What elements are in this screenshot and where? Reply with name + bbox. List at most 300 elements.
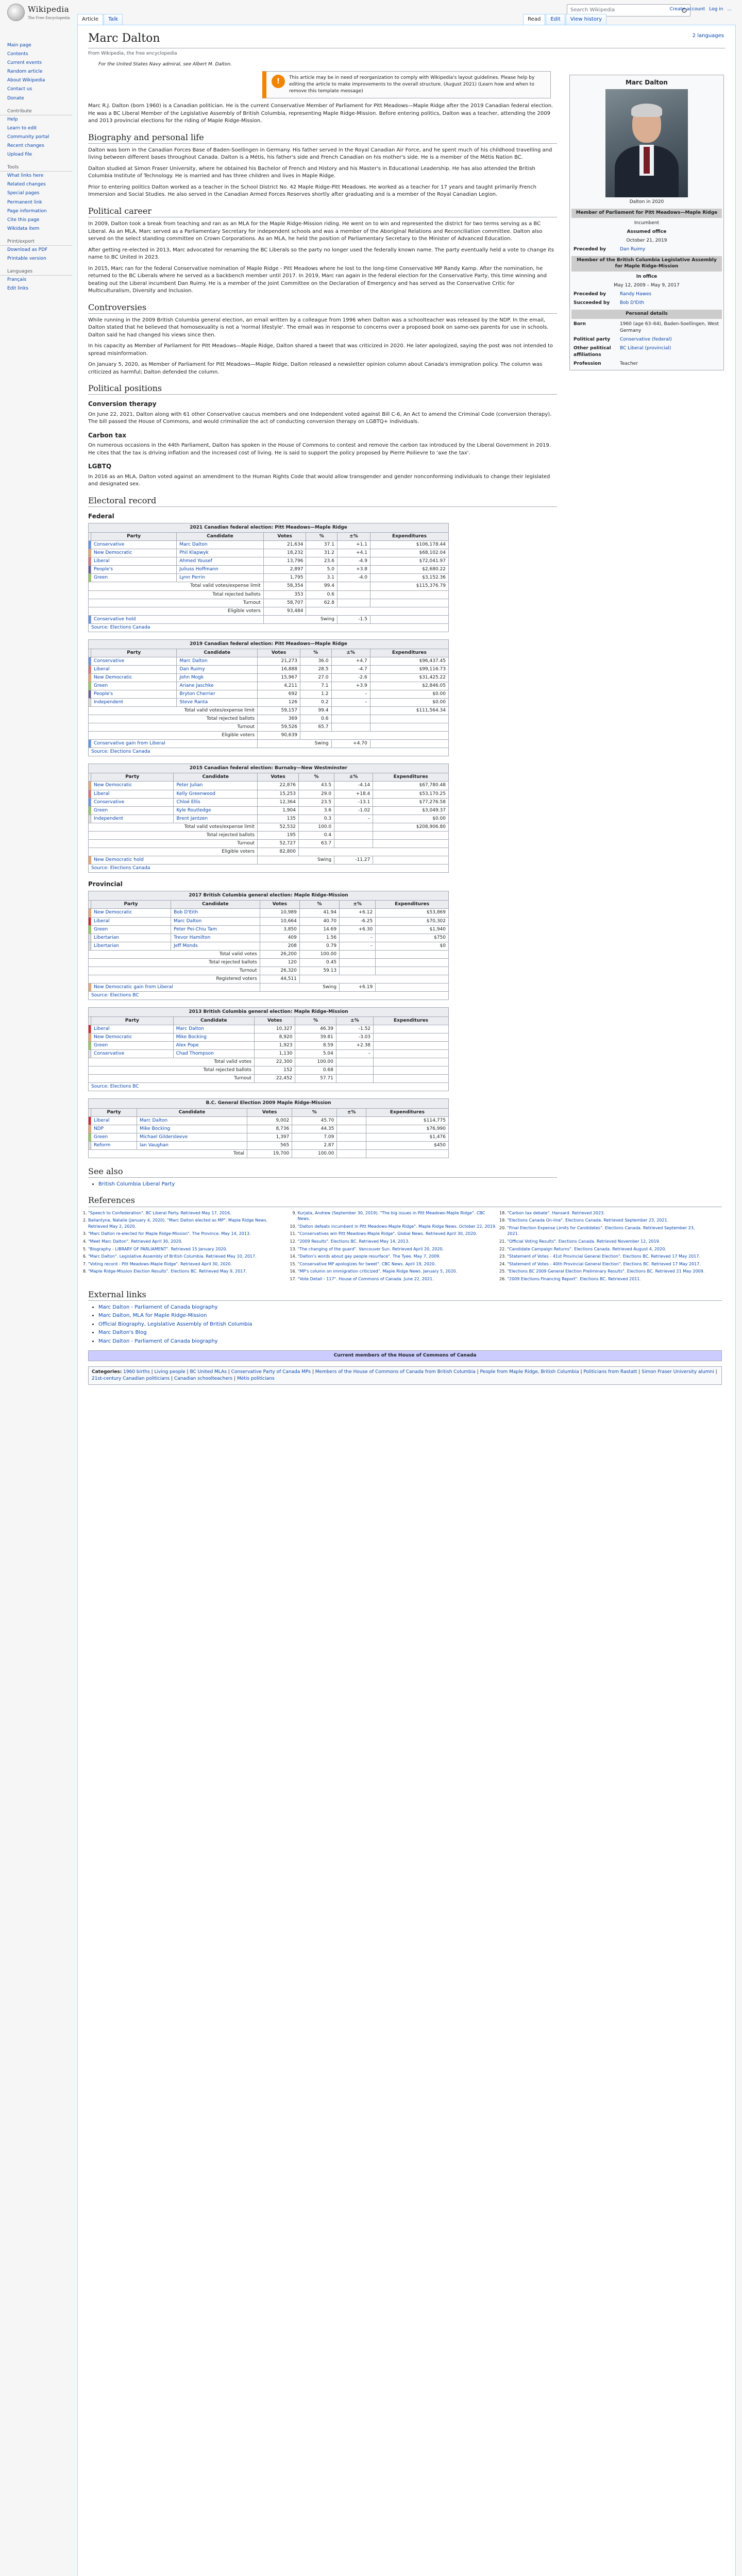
party-cell[interactable]: Liberal	[91, 665, 177, 673]
infobox-personal-heading: Personal details	[571, 310, 722, 319]
candidate-cell[interactable]: Ahmed Yousef	[177, 557, 263, 566]
party-cell[interactable]: Conservative	[91, 1050, 174, 1058]
source-text[interactable]: Source: Elections Canada	[89, 623, 449, 632]
candidate-cell[interactable]: Marc Dalton	[137, 1116, 247, 1125]
logo-wordmark: Wikipedia	[28, 5, 70, 14]
candidate-cell[interactable]: Lynn Perrin	[177, 574, 263, 582]
votes-cell: 13,796	[263, 557, 306, 566]
summary-expense	[370, 723, 448, 732]
summary-votes: 52,532	[258, 823, 299, 831]
reference-text[interactable]: "Official Voting Results". Elections Canada. Retrieved November 12, 2019.	[507, 1239, 661, 1244]
infobox-office-1: Member of Parliament for Pitt Meadows—Maple Ridge	[571, 209, 722, 218]
party-cell[interactable]: People's	[91, 566, 177, 574]
sidebar-item[interactable]	[7, 150, 77, 159]
candidate-cell[interactable]: Chad Thompson	[173, 1050, 254, 1058]
summary-row-total	[89, 1058, 449, 1066]
sidebar-item[interactable]	[7, 115, 77, 124]
reference-item	[298, 1261, 497, 1267]
login-link[interactable]: Log in	[709, 7, 723, 12]
infobox-office-2: Member of the British Columbia Legislative Assembly for Maple Ridge-Mission	[571, 256, 722, 271]
column-header-chg: ±%	[334, 773, 373, 782]
party-cell[interactable]: Green	[91, 925, 171, 934]
reference-text[interactable]: "Elections Canada On-line". Elections Canada. Retrieved September 23, 2021.	[507, 1218, 669, 1223]
summary-label: Total valid votes/expense limit	[89, 823, 258, 831]
source-text[interactable]: Source: Elections Canada	[89, 864, 449, 872]
expenditure-cell	[374, 1033, 449, 1042]
change-cell: -4.0	[337, 574, 370, 582]
reference-text[interactable]: "Speech to Confederation". BC Liberal Party. Retrieved May 17, 2016.	[88, 1210, 231, 1215]
candidate-cell[interactable]: Trevor Hamilton	[171, 934, 260, 942]
candidate-cell[interactable]: Bob D'Eith	[171, 909, 260, 917]
party-cell[interactable]: Liberal	[91, 1116, 137, 1125]
sidebar-item-link[interactable]: Download as PDF	[7, 247, 48, 252]
sidebar-item-link[interactable]: Related changes	[7, 182, 46, 188]
percent-cell: 31.2	[306, 549, 337, 557]
sidebar-item-link[interactable]: Special pages	[7, 191, 40, 196]
reference-item	[88, 1217, 288, 1229]
summary-blank	[331, 723, 370, 732]
sidebar-item-link[interactable]: Printable version	[7, 256, 46, 262]
section-heading-electoral: Electoral record	[88, 495, 557, 507]
reference-text[interactable]: "Maple Ridge-Mission Election Results". Elections BC. Retrieved May 9, 2017.	[88, 1269, 247, 1274]
more-menu-button[interactable]: ...	[727, 7, 732, 12]
summary-expense	[366, 1149, 448, 1158]
sidebar-item-link[interactable]: Current events	[7, 60, 42, 66]
party-cell[interactable]: New Democratic	[91, 1033, 174, 1042]
category-separator: |	[714, 1369, 717, 1375]
party-cell[interactable]: Independent	[91, 815, 174, 823]
reference-text[interactable]: "MP's column on immigration criticized". Maple Ridge News. January 5, 2020.	[297, 1269, 458, 1274]
tab-talk[interactable]: Talk	[104, 14, 123, 25]
reference-text[interactable]: "Marc Dalton". Legislative Assembly of British Columbia. Retrieved May 10, 2017.	[88, 1254, 257, 1259]
reference-text[interactable]: "2009 Elections Financing Report". Elections BC. Retrieved 2011.	[507, 1277, 641, 1282]
infobox-key: Preceded by	[574, 291, 606, 297]
party-cell[interactable]: People's	[91, 690, 177, 699]
sidebar-item[interactable]	[7, 284, 77, 293]
party-cell[interactable]: Green	[91, 1042, 174, 1050]
sidebar-item-link[interactable]: About Wikipedia	[7, 78, 45, 83]
candidate-cell[interactable]: Marc Dalton	[173, 1025, 254, 1033]
section-heading-political: Political career	[88, 205, 557, 217]
summary-label: Total rejected ballots	[89, 590, 264, 599]
sidebar-item-link[interactable]: Community portal	[7, 134, 49, 140]
candidate-cell[interactable]: Steve Ranta	[177, 699, 258, 707]
candidate-cell[interactable]: Ariane Jaschke	[177, 682, 258, 690]
column-header-cand: Candidate	[177, 533, 263, 541]
party-cell[interactable]: NDP	[91, 1125, 137, 1133]
candidate-cell[interactable]: Phil Klapwyk	[177, 549, 263, 557]
summary-row-total	[89, 582, 449, 590]
category-separator: |	[149, 1369, 155, 1375]
reference-text[interactable]: "Candidate Campaign Returns". Elections Canada. Retrieved August 4, 2020.	[507, 1246, 666, 1251]
sidebar-languages-nav	[0, 276, 77, 293]
summary-percent: 100.0	[298, 823, 334, 831]
infobox-row-other-party	[571, 344, 722, 360]
source-text[interactable]: Source: Elections BC	[89, 1083, 449, 1091]
party-cell[interactable]: New Democratic	[91, 673, 177, 682]
reference-text[interactable]: "The changing of the guard". Vancouver Sun. Retrieved April 20, 2020.	[297, 1246, 444, 1251]
see-also-link[interactable]: British Columbia Liberal Party	[98, 1181, 175, 1187]
reference-text[interactable]: "Vote Detail - 117". House of Commons of Canada. June 22, 2021.	[297, 1277, 434, 1282]
external-link[interactable]: Marc Dalton - Parliament of Canada biography	[98, 1304, 218, 1310]
controversies-paragraph: On January 5, 2020, as Member of Parliament for Pitt Meadows—Maple Ridge, Dalton released a newsletter opinion column about Canada's immigration policy. The column was criticized as harmful; Dalton defended the column.	[88, 362, 543, 375]
tab-view-history[interactable]: View history	[566, 14, 606, 25]
tab-article[interactable]: Article	[77, 14, 103, 25]
table-row	[89, 1033, 449, 1042]
assumed-office-label: Assumed office	[627, 229, 667, 235]
party-cell[interactable]: Liberal	[91, 1025, 174, 1033]
change-cell: -3.03	[336, 1033, 373, 1042]
sidebar-item[interactable]	[7, 189, 77, 198]
category-list	[92, 1369, 717, 1381]
summary-percent: 100.00	[292, 1149, 337, 1158]
summary-label: Eligible voters	[89, 607, 264, 615]
summary-blank	[337, 1149, 366, 1158]
summary-expense	[374, 1066, 449, 1075]
category-link[interactable]: Living people	[154, 1369, 185, 1375]
source-text[interactable]: Source: Elections Canada	[89, 748, 449, 756]
portrait-photo[interactable]	[605, 89, 688, 197]
sidebar-item[interactable]	[7, 276, 77, 284]
category-link[interactable]: Conservative Party of Canada MPs	[231, 1369, 311, 1375]
assumed-office-date: October 21, 2019	[626, 238, 667, 244]
party-cell[interactable]: Liberal	[91, 917, 171, 925]
percent-cell: 5.0	[306, 566, 337, 574]
change-cell	[337, 1125, 366, 1133]
party-cell[interactable]: Conservative	[91, 657, 177, 665]
sidebar-item[interactable]	[7, 246, 77, 255]
change-cell: -2.6	[331, 673, 370, 682]
candidate-cell[interactable]: Michael Gildersleeve	[137, 1133, 247, 1141]
external-link[interactable]: Marc Dalton - Parliament of Canada biography	[98, 1338, 218, 1344]
sidebar-item-link[interactable]: Edit links	[7, 286, 28, 292]
expenditure-cell: $70,302	[376, 917, 449, 925]
candidate-cell[interactable]: Brent Jantzen	[174, 815, 258, 823]
summary-label: Eligible voters	[89, 732, 258, 740]
candidate-cell[interactable]: Bryton Cherrier	[177, 690, 258, 699]
succeeded-by-link[interactable]: Bob D'Eith	[620, 300, 645, 306]
sidebar-item[interactable]	[7, 133, 77, 142]
sidebar-item[interactable]	[7, 76, 77, 85]
sidebar-item-link[interactable]: Random article	[7, 69, 43, 75]
summary-percent: 0.45	[299, 958, 339, 967]
search-placeholder: Search Wikipedia	[570, 7, 615, 13]
sidebar-item-link[interactable]: Recent changes	[7, 143, 44, 148]
sidebar-item[interactable]	[7, 94, 77, 103]
other-party-link[interactable]: BC Liberal (provincial)	[620, 345, 671, 351]
candidate-cell[interactable]: Alex Pope	[173, 1042, 254, 1050]
change-cell: –	[336, 1050, 373, 1058]
summary-row-turnout	[89, 839, 449, 848]
percent-cell: 23.6	[306, 557, 337, 566]
expenditure-cell: $2,846.05	[370, 682, 448, 690]
party-cell[interactable]: Green	[91, 806, 174, 815]
party-cell[interactable]: Liberal	[91, 557, 177, 566]
summary-row-eligible	[89, 607, 449, 615]
infobox	[569, 75, 724, 370]
votes-cell: 9,002	[247, 1116, 292, 1125]
political-paragraph: In 2015, Marc ran for the federal Conservative nomination of Maple Ridge - Pitt Meadows where he lost to the long-time Conservative MP Randy Kamp. After the nomination, he returned to the BC Liberals where he served as a backbench member until 2017. In 2019, Marc ran again in the federal election for the Conservative Party, this time winning and beating out the Liberal incumbent Dan Ruimy. He is a member of the Joint Committee on the Declaration of Emergency and has served as the Conservative Critic for Multiculturalism, Diversity and Inclusion.	[88, 265, 547, 294]
candidate-cell[interactable]: Chloé Ellis	[174, 798, 258, 806]
reference-text[interactable]: "Marc Dalton re-elected for Maple Ridge-Mission". The Province. May 14, 2013.	[88, 1231, 251, 1236]
category-link[interactable]: Politicians from Rastatt	[583, 1369, 637, 1375]
table-row	[89, 909, 449, 917]
sidebar-item-link[interactable]: Contents	[7, 52, 28, 57]
sidebar-item[interactable]	[7, 180, 77, 189]
sidebar-item[interactable]	[7, 67, 77, 76]
infobox-row-preceded-2	[571, 290, 722, 299]
create-account-link[interactable]: Create account	[669, 7, 705, 12]
table-row	[89, 690, 449, 699]
votes-cell: 692	[258, 690, 300, 699]
sidebar-item[interactable]	[7, 142, 77, 150]
party-cell[interactable]: Green	[91, 574, 177, 582]
sidebar-item-link[interactable]: Donate	[7, 95, 24, 101]
votes-cell: 3,850	[260, 925, 299, 934]
navbox-title[interactable]: Current members of the House of Commons of Canada	[89, 1351, 721, 1361]
summary-row-eligible	[89, 848, 449, 856]
summary-expense: $208,906.80	[373, 823, 449, 831]
category-link[interactable]: Métis politicians	[237, 1376, 275, 1382]
candidate-cell[interactable]: Marc Dalton	[177, 657, 258, 665]
expenditure-cell: $0.00	[370, 699, 448, 707]
sidebar-item[interactable]	[7, 50, 77, 59]
sidebar-item-link[interactable]: Français	[7, 277, 27, 283]
sidebar-item[interactable]	[7, 207, 77, 216]
category-separator: |	[637, 1369, 642, 1375]
sidebar-item-link[interactable]: Wikidata item	[7, 226, 40, 231]
hatnote: For the United States Navy admiral, see Albert M. Dalton.	[98, 61, 232, 67]
summary-blank	[376, 983, 449, 991]
summary-blank	[340, 950, 376, 958]
summary-row-turnout	[89, 967, 449, 975]
federal-election-tables	[88, 523, 557, 873]
expenditure-cell: $750	[376, 934, 449, 942]
sidebar-item-link[interactable]: Cite this page	[7, 217, 40, 223]
reference-text[interactable]: "Conservative MP apologizes for tweet". CBC News. April 19, 2020.	[297, 1261, 436, 1266]
preceded-by-link[interactable]: Dan Ruimy	[620, 247, 646, 252]
candidate-cell[interactable]: John Mogk	[177, 673, 258, 682]
sidebar-item[interactable]	[7, 255, 77, 263]
reference-text[interactable]: "Dalton's words about gay people resurface". The Tyee. May 7, 2009.	[297, 1254, 441, 1259]
percent-cell: 1.2	[300, 690, 331, 699]
category-link[interactable]: 1960 births	[123, 1369, 150, 1375]
sidebar-item[interactable]	[7, 59, 77, 67]
reference-text[interactable]: "Statement of Votes - 41st Provincial General Election". Elections BC. Retrieved 17 May 2017.	[507, 1254, 700, 1259]
column-header-pct: %	[292, 1108, 337, 1116]
see-also-list	[88, 1181, 557, 1189]
table-row	[89, 566, 449, 574]
category-link[interactable]: People from Maple Ridge, British Columbia	[480, 1369, 579, 1375]
in-office-dates: May 12, 2009 – May 9, 2017	[614, 282, 680, 288]
category-link[interactable]: Simon Fraser University alumni	[642, 1369, 714, 1375]
expenditure-cell: $99,116.73	[370, 665, 448, 673]
summary-row-total	[89, 707, 449, 715]
sidebar-item[interactable]	[7, 198, 77, 207]
change-cell: +3.8	[337, 566, 370, 574]
reference-text[interactable]: "Biography - LIBRARY OF PARLIAMENT". Retrieved 15 January 2020.	[88, 1246, 228, 1251]
page-tabs	[77, 14, 736, 25]
result-text[interactable]: New Democratic gain from Liberal	[91, 983, 260, 991]
sidebar-item-link[interactable]: Help	[7, 116, 18, 122]
candidate-cell[interactable]: Peter Pei-Chiu Tam	[171, 925, 260, 934]
votes-cell: 10,327	[254, 1025, 295, 1033]
category-link[interactable]: BC United MLAs	[190, 1369, 227, 1375]
in-office-label: In office	[636, 274, 657, 279]
summary-blank	[334, 823, 373, 831]
party-cell[interactable]: Conservative	[91, 798, 174, 806]
party-cell[interactable]: Conservative	[91, 541, 177, 549]
election-table	[88, 764, 449, 873]
result-text[interactable]: Conservative gain from Liberal	[91, 740, 258, 748]
reference-text[interactable]: "Dalton defeats incumbent in Pitt Meadows-Maple Ridge". Maple Ridge News. October 22, 2019.	[297, 1224, 497, 1229]
sidebar-item-link[interactable]: Upload file	[7, 152, 32, 158]
percent-cell: 7.1	[300, 682, 331, 690]
reference-text[interactable]: "Final Election Expense Limits for Candidates". Elections Canada. Retrieved September 23, 2021.	[507, 1225, 695, 1236]
table-row	[89, 1125, 449, 1133]
summary-votes: 369	[258, 715, 300, 723]
column-header-votes: Votes	[263, 533, 306, 541]
sidebar-item[interactable]	[7, 41, 77, 50]
reference-text[interactable]: "Voting record - Pitt Meadows-Maple Ridge". Retrieved April 30, 2020.	[88, 1261, 232, 1266]
page-title: Marc Dalton	[88, 30, 725, 48]
summary-blank	[334, 831, 373, 839]
table-header-row	[89, 533, 449, 541]
summary-label: Turnout	[89, 723, 258, 732]
infobox-row-party	[571, 335, 722, 344]
logo-tagline: The Free Encyclopedia	[28, 15, 70, 20]
reference-text[interactable]: Ballantyne, Natalie (January 4, 2020). "Marc Dalton elected as MP". Maple Ridge News. Retrieved May 2, 2020.	[88, 1218, 268, 1229]
preceded-by-link[interactable]: Randy Hawes	[620, 291, 652, 297]
summary-label: Registered voters	[89, 975, 260, 983]
reference-text[interactable]: Kurjata, Andrew (September 30, 2019). "The big issues in Pitt Meadows-Maple Ridge". CBC News.	[297, 1210, 485, 1222]
change-cell: -13.1	[334, 798, 373, 806]
summary-label: Total valid votes	[89, 950, 260, 958]
result-text[interactable]: New Democratic hold	[91, 856, 258, 864]
expenditure-cell	[374, 1050, 449, 1058]
reference-text[interactable]: "Elections BC 2009 General Election Preliminary Results". Elections BC. Retrieved 21 May 2009.	[507, 1269, 705, 1274]
sidebar-item-link[interactable]: Permanent link	[7, 199, 42, 205]
change-cell: -4.7	[331, 665, 370, 673]
percent-cell: 41.94	[299, 909, 339, 917]
infobox-key: Preceded by	[574, 247, 606, 252]
summary-expense	[376, 967, 449, 975]
tab-edit[interactable]: Edit	[546, 14, 565, 25]
expenditure-cell: $96,437.45	[370, 657, 448, 665]
candidate-cell[interactable]: Marc Dalton	[171, 917, 260, 925]
section-heading-external: External links	[88, 1289, 722, 1301]
party-cell[interactable]: New Democratic	[91, 909, 171, 917]
external-link[interactable]: Marc Dalton, MLA for Maple Ridge-Mission	[98, 1313, 207, 1319]
sidebar-item[interactable]	[7, 225, 77, 233]
sidebar-item[interactable]	[7, 85, 77, 94]
sidebar-item-link[interactable]: Learn to edit	[7, 125, 37, 131]
reference-text[interactable]: "Meet Marc Dalton". Retrieved April 30, 2020.	[88, 1239, 183, 1244]
reference-text[interactable]: "Carbon tax debate". Hansard. Retrieved 2023.	[507, 1210, 605, 1215]
reference-text[interactable]: "2009 Results". Elections BC. Retrieved May 14, 2013.	[297, 1239, 410, 1244]
party-cell[interactable]: Liberal	[91, 790, 174, 798]
table-row	[89, 549, 449, 557]
votes-cell: 8,920	[254, 1033, 295, 1042]
sidebar-item-link[interactable]: Main page	[7, 43, 31, 48]
change-cell: -4.14	[334, 782, 373, 790]
reference-item	[88, 1261, 288, 1267]
sidebar-item[interactable]	[7, 216, 77, 225]
bio-paragraph: Prior to entering politics Dalton worked as a teacher in the School District No. 42 Maple Ridge-Pitt Meadows. He worked as a teacher for 17 years and taught primarily French Immersion and Social Studies. He also served in the Canadian Armed Forces Reserves shortly after graduating and is a member of the Royal Canadian Legion.	[88, 184, 536, 198]
candidate-cell[interactable]: Jeff Monds	[171, 942, 260, 950]
party-cell[interactable]: Reform	[91, 1141, 137, 1149]
sidebar-item[interactable]	[7, 124, 77, 133]
party-cell[interactable]: Libertarian	[91, 942, 171, 950]
party-cell[interactable]: New Democratic	[91, 782, 174, 790]
summary-percent: 0.68	[295, 1066, 336, 1075]
summary-label: Total rejected ballots	[89, 831, 258, 839]
votes-cell: 4,211	[258, 682, 300, 690]
party-cell[interactable]: Green	[91, 1133, 137, 1141]
sidebar-item[interactable]	[7, 172, 77, 180]
sidebar-item-link[interactable]: What links here	[7, 173, 44, 179]
language-button[interactable]: 2 languages	[692, 33, 724, 39]
column-header-cand: Candidate	[137, 1108, 247, 1116]
external-link[interactable]: Official Biography, Legislative Assembly of British Columbia	[98, 1321, 252, 1327]
category-link[interactable]: Members of the House of Commons of Canada from British Columbia	[315, 1369, 476, 1375]
candidate-cell[interactable]: Ian Vaughan	[137, 1141, 247, 1149]
result-text[interactable]: Conservative hold	[91, 615, 264, 623]
change-cell	[337, 1141, 366, 1149]
party-cell[interactable]: New Democratic	[91, 549, 177, 557]
change-cell: -1.52	[336, 1025, 373, 1033]
summary-percent: 59.13	[299, 967, 339, 975]
party-link[interactable]: Conservative (federal)	[620, 336, 672, 342]
reference-item	[507, 1217, 706, 1224]
column-header-cand: Candidate	[171, 901, 260, 909]
result-row	[89, 856, 449, 864]
candidate-cell[interactable]: Kelly Greenwood	[174, 790, 258, 798]
column-header-votes: Votes	[258, 773, 299, 782]
sidebar-item-link[interactable]: Contact us	[7, 87, 32, 92]
section-heading-controversies: Controversies	[88, 301, 557, 314]
party-cell[interactable]: Green	[91, 682, 177, 690]
candidate-cell[interactable]: Mike Bocking	[137, 1125, 247, 1133]
reference-item	[507, 1253, 706, 1260]
wikipedia-logo[interactable]	[7, 2, 82, 23]
sidebar-item-link[interactable]: Page information	[7, 208, 47, 214]
candidate-cell[interactable]: Mike Bocking	[173, 1033, 254, 1042]
tab-read[interactable]: Read	[523, 14, 545, 25]
candidate-cell[interactable]: Peter Julian	[174, 782, 258, 790]
column-header-cand: Candidate	[177, 649, 258, 657]
table-row	[89, 934, 449, 942]
party-cell[interactable]: Libertarian	[91, 934, 171, 942]
sidebar-print-nav	[0, 246, 77, 263]
candidate-cell[interactable]: Marc Dalton	[177, 541, 263, 549]
category-link[interactable]: 21st-century Canadian politicians	[92, 1376, 170, 1382]
summary-blank	[300, 732, 448, 740]
reference-text[interactable]: "Statement of Votes - 40th Provincial General Election". Elections BC. Retrieved 17 May 2017.	[507, 1261, 701, 1266]
expenditure-cell: $1,940	[376, 925, 449, 934]
summary-blank	[370, 615, 448, 623]
navbox	[88, 1350, 722, 1361]
reference-text[interactable]: "Conservatives win Pitt Meadows-Maple Ridge". Global News. Retrieved April 30, 2020.	[297, 1231, 477, 1236]
external-link[interactable]: Marc Dalton's Blog	[98, 1330, 147, 1336]
summary-percent: 0.6	[300, 715, 331, 723]
category-link[interactable]: Canadian schoolteachers	[174, 1376, 233, 1382]
candidate-cell[interactable]: Juliuss Hoffmann	[177, 566, 263, 574]
candidate-cell[interactable]: Dan Ruimy	[177, 665, 258, 673]
party-cell[interactable]: Independent	[91, 699, 177, 707]
candidate-cell[interactable]: Kyle Routledge	[174, 806, 258, 815]
source-text[interactable]: Source: Elections BC	[89, 991, 449, 999]
